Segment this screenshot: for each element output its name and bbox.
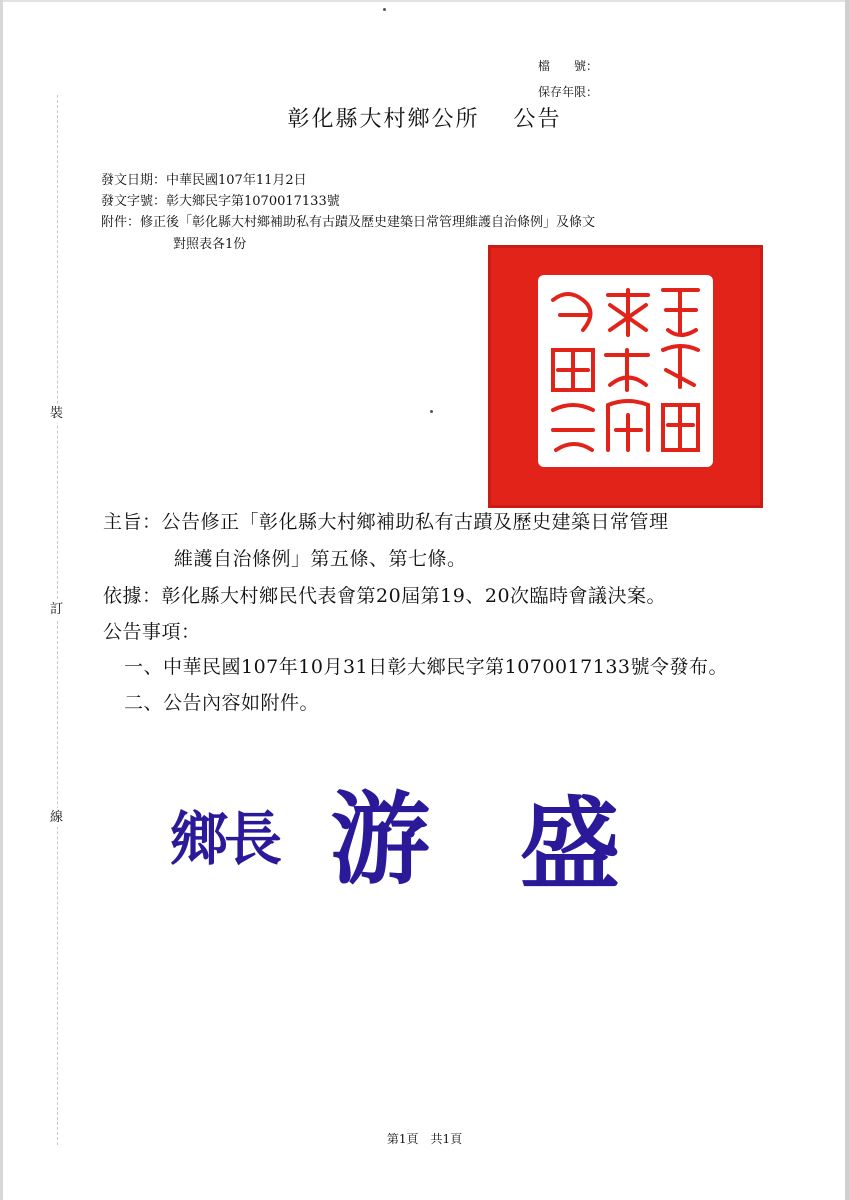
items-heading: 公告事項：: [103, 621, 201, 643]
announcement-item-1: 一、中華民國107年10月31日彰大鄉民字第1070017133號令發布。: [124, 656, 729, 678]
page-title: [0, 102, 849, 133]
document-type: 公告: [513, 107, 562, 132]
signature-name-char-2: 盛: [520, 786, 620, 903]
binding-mark-top: 裝: [50, 406, 64, 421]
subject-line-1: 主旨：公告修正「彰化縣大村鄉補助私有古蹟及歷史建築日常管理: [103, 511, 669, 533]
scan-edge-right: [845, 0, 849, 1200]
binding-mark-bottom: 線: [50, 810, 64, 825]
document-number: 發文字號：彰大鄉民字第1070017133號: [101, 194, 340, 209]
subject-line-2: 維護自治條例」第五條、第七條。: [174, 548, 467, 570]
official-seal: [488, 245, 763, 508]
seal-script-strokes: [538, 275, 713, 467]
attachment-line-2: 對照表各1份: [173, 237, 247, 252]
issue-date: 發文日期：中華民國107年11月2日: [101, 173, 307, 188]
signature-title: 鄉長: [170, 805, 279, 873]
attachment-line-1: 附件：修正後「彰化縣大村鄉補助私有古蹟及歷史建築日常管理維護自治條例」及條文: [101, 215, 596, 230]
binding-mark-middle: 訂: [50, 602, 64, 617]
page-number: 第1頁 共1頁: [386, 1132, 463, 1146]
scan-speck: [383, 8, 386, 11]
signature-name-char-1: 游: [330, 781, 430, 898]
basis-line: 依據：彰化縣大村鄉民代表會第20屆第19、20次臨時會議決案。: [103, 585, 667, 607]
seal-inner-field: [538, 275, 713, 467]
agency-name: 彰化縣大村鄉公所: [287, 107, 480, 132]
binding-line: [57, 95, 58, 1145]
scan-edge-left: [0, 0, 3, 1200]
retention-period-label: 保存年限：: [538, 85, 599, 99]
scan-speck: [430, 410, 433, 413]
file-number-label: 檔 號：: [538, 59, 599, 73]
scan-edge-top: [0, 0, 849, 2]
announcement-item-2: 二、公告內容如附件。: [124, 692, 320, 714]
